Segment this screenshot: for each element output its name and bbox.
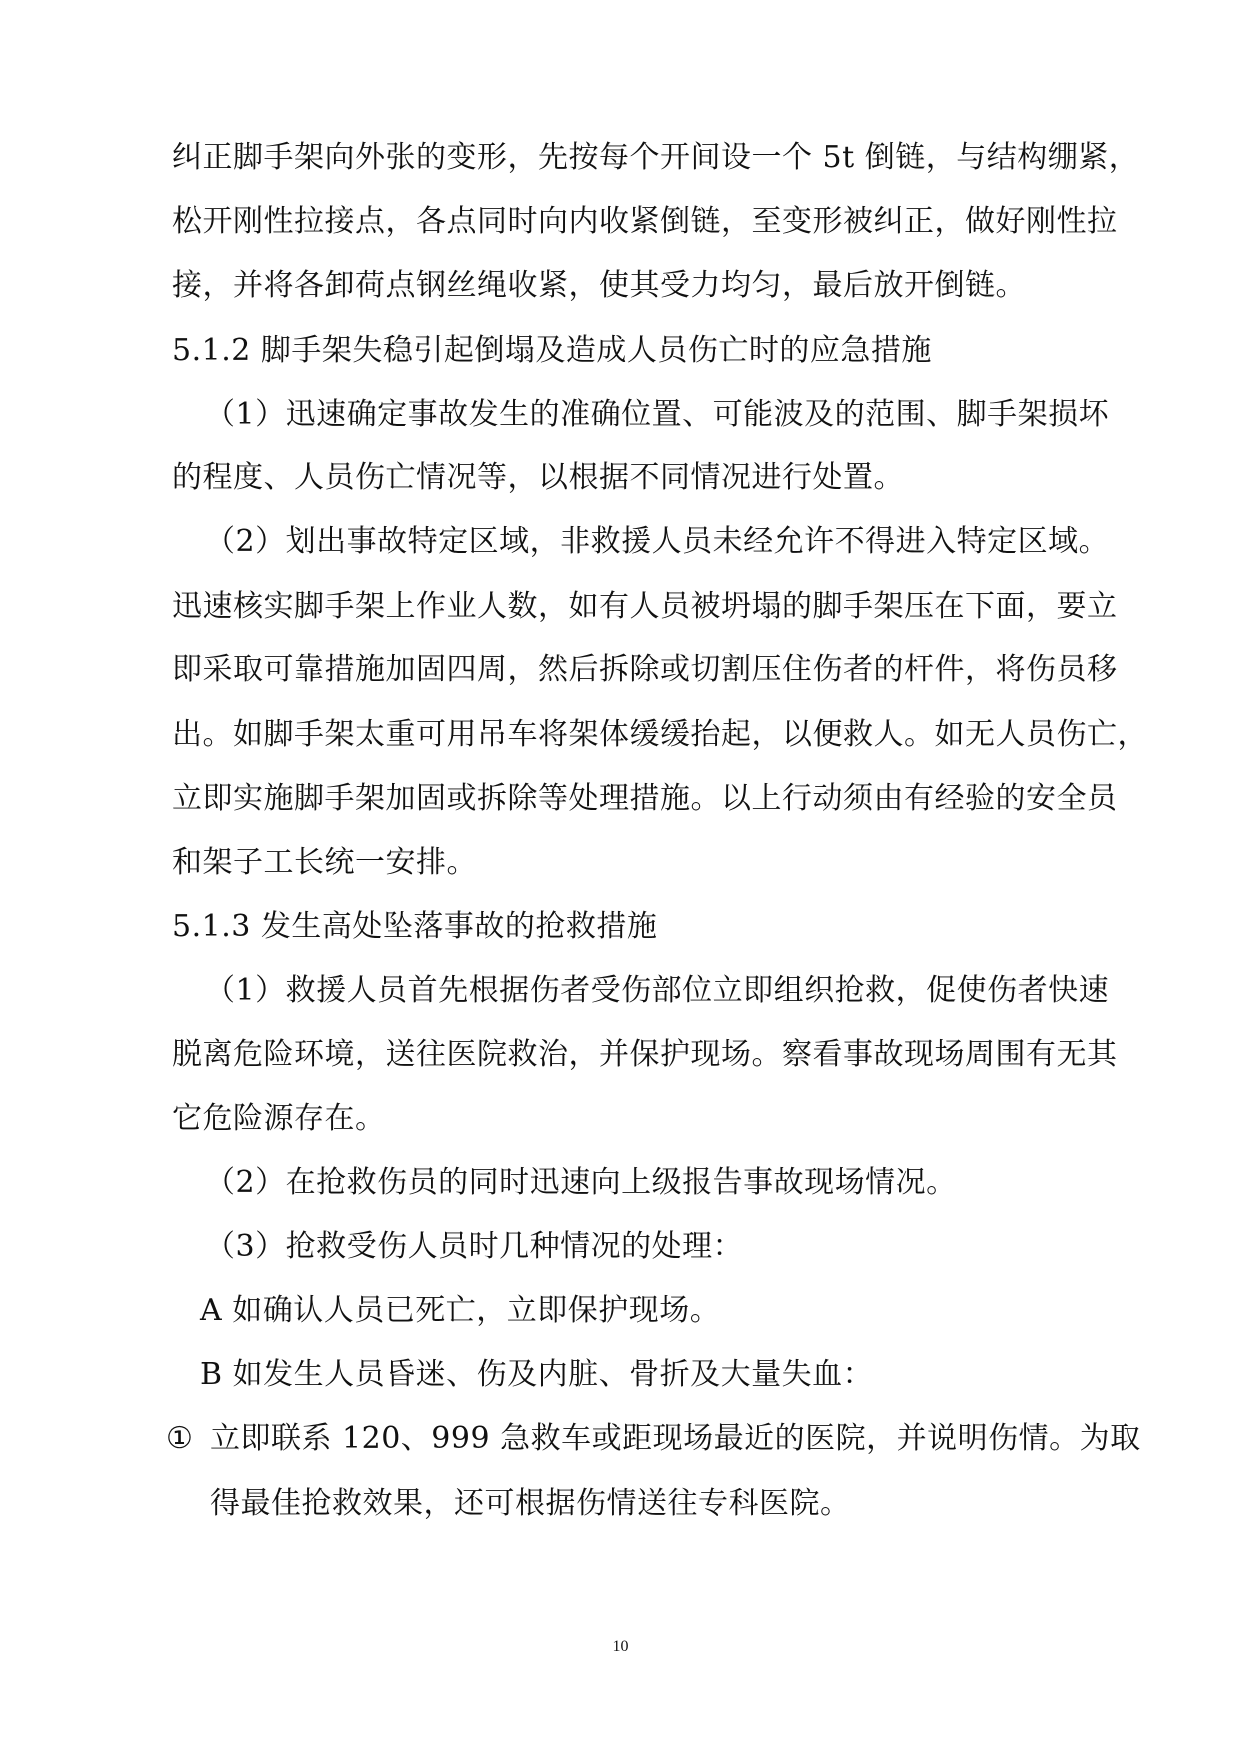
list-item-line: 立即联系 120、999 急救车或距现场最近的医院，并说明伤情。为取 [210, 1421, 1141, 1456]
paragraph-line: 的程度、人员伤亡情况等，以根据不同情况进行处置。 [172, 460, 904, 495]
paragraph-line: （1）迅速确定事故发生的准确位置、可能波及的范围、脚手架损坏 [205, 397, 1110, 432]
section-heading: 5.1.2 脚手架失稳引起倒塌及造成人员伤亡时的应急措施 [172, 333, 932, 368]
paragraph-line: 它危险源存在。 [172, 1101, 386, 1136]
list-item-b: B 如发生人员昏迷、伤及内脏、骨折及大量失血： [200, 1357, 874, 1392]
paragraph-line: 即采取可靠措施加固四周，然后拆除或切割压住伤者的杆件，将伤员移 [172, 652, 1118, 687]
paragraph-line: （2）划出事故特定区域，非救援人员未经允许不得进入特定区域。 [205, 524, 1110, 559]
circled-number-marker: ① [166, 1421, 193, 1456]
list-item-line: 得最佳抢救效果，还可根据伤情送往专科医院。 [210, 1486, 851, 1521]
paragraph-line: 纠正脚手架向外张的变形，先按每个开间设一个 5t 倒链，与结构绷紧， [172, 140, 1140, 175]
paragraph-line: 立即实施脚手架加固或拆除等处理措施。以上行动须由有经验的安全员 [172, 781, 1118, 816]
list-item-a: A 如确认人员已死亡，立即保护现场。 [200, 1293, 721, 1328]
paragraph-line: 出。如脚手架太重可用吊车将架体缓缓抬起，以便救人。如无人员伤亡， [172, 717, 1148, 752]
paragraph-line: 和架子工长统一安排。 [172, 845, 477, 880]
paragraph-line: 接，并将各卸荷点钢丝绳收紧，使其受力均匀，最后放开倒链。 [172, 268, 1026, 303]
paragraph-line: （3）抢救受伤人员时几种情况的处理： [205, 1229, 744, 1264]
paragraph-line: 脱离危险环境，送往医院救治，并保护现场。察看事故现场周围有无其 [172, 1037, 1118, 1072]
paragraph-line: （2）在抢救伤员的同时迅速向上级报告事故现场情况。 [205, 1165, 957, 1200]
section-heading: 5.1.3 发生高处坠落事故的抢救措施 [172, 909, 658, 944]
paragraph-line: 迅速核实脚手架上作业人数，如有人员被坍塌的脚手架压在下面，要立 [172, 589, 1118, 624]
page-number: 10 [612, 1638, 629, 1655]
paragraph-line: （1）救援人员首先根据伤者受伤部位立即组织抢救，促使伤者快速 [205, 973, 1110, 1008]
paragraph-line: 松开刚性拉接点，各点同时向内收紧倒链，至变形被纠正，做好刚性拉 [172, 204, 1118, 239]
